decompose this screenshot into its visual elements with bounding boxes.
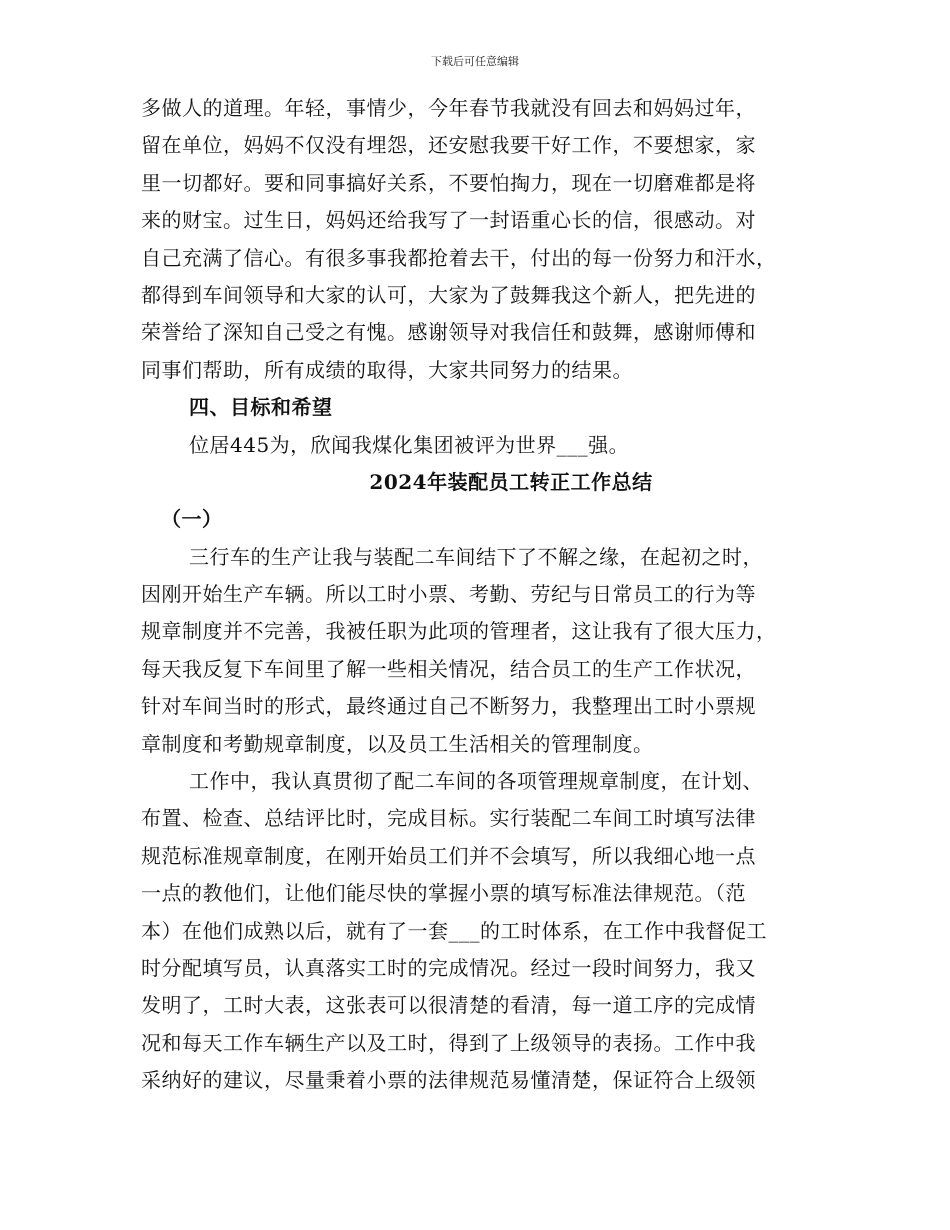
text-line: 都得到车间领导和大家的认可，大家为了鼓舞我这个新人，把先进的 [141, 282, 756, 307]
text-line: 自己充满了信心。有很多事我都抢着去干，付出的每一份努力和汗水， [141, 245, 777, 270]
text-line: 多做人的道理。年轻，事情少，今年春节我就没有回去和妈妈过年， [141, 96, 756, 120]
text-line: 发明了，工时大表，这张表可以很清楚的看清，每一道工序的完成情 [141, 993, 756, 1018]
text-line: 一点的教他们，让他们能尽快的掌握小票的填写标准法律规范。（范 [141, 881, 746, 906]
text-line: 工作中，我认真贯彻了配二车间的各项管理规章制度，在计划、 [189, 769, 763, 794]
continued-paragraph [141, 90, 821, 389]
text-line: 同事们帮助，所有成绩的取得，大家共同努力的结果。 [141, 357, 633, 382]
text-line: 里一切都好。要和同事搞好关系，不要怕掏力，现在一切磨难都是将 [141, 170, 756, 195]
text-line: 布置、检查、总结评比时，完成目标。实行装配二车间工时填写法律 [141, 806, 756, 831]
section-heading: 四、目标和希望 [189, 395, 333, 420]
text-line: 采纳好的建议，尽量秉着小票的法律规范易懂清楚，保证符合上级领 [141, 1068, 756, 1093]
text-line: 来的财宝。过生日，妈妈还给我写了一封语重心长的信，很感动。对 [141, 208, 756, 233]
paragraph-2 [141, 763, 821, 1100]
text-line: 规章制度并不完善，我被任职为此项的管理者，这让我有了很大压力， [141, 619, 777, 644]
rank-line: 位居445为，欣闻我煤化集团被评为世界___强。 [189, 432, 630, 457]
text-line: 荣誉给了深知自己受之有愧。感谢领导对我信任和鼓舞，感谢师傅和 [141, 320, 756, 345]
text-line: 规范标准规章制度，在刚开始员工们并不会填写，所以我细心地一点 [141, 843, 756, 868]
document-body [141, 90, 821, 1100]
subheading: （一） [161, 507, 223, 532]
text-line: 每天我反复下车间里了解一些相关情况，结合员工的生产工作状况， [141, 656, 756, 681]
paragraph-1 [141, 539, 821, 763]
page-header-note: 下载后可任意编辑 [431, 55, 519, 68]
text-line: 时分配填写员，认真落实工时的完成情况。经过一段时间努力，我又 [141, 955, 756, 980]
text-line: 况和每天工作车辆生产以及工时，得到了上级领导的表扬。工作中我 [141, 1030, 756, 1055]
text-line: 三行车的生产让我与装配二车间结下了不解之缘，在起初之时， [189, 544, 763, 569]
text-line: 针对车间当时的形式，最终通过自己不断努力，我整理出工时小票规 [141, 694, 756, 719]
text-line: 章制度和考勤规章制度，以及员工生活相关的管理制度。 [141, 731, 654, 756]
text-line: 因刚开始生产车辆。所以工时小票、考勤、劳纪与日常员工的行为等 [141, 582, 756, 607]
text-line: 本）在他们成熟以后，就有了一套___的工时体系，在工作中我督促工 [141, 918, 767, 943]
text-line: 留在单位，妈妈不仅没有埋怨，还安慰我要干好工作，不要想家，家 [141, 133, 756, 158]
document-title: 2024年装配员工转正工作总结 [369, 469, 653, 494]
